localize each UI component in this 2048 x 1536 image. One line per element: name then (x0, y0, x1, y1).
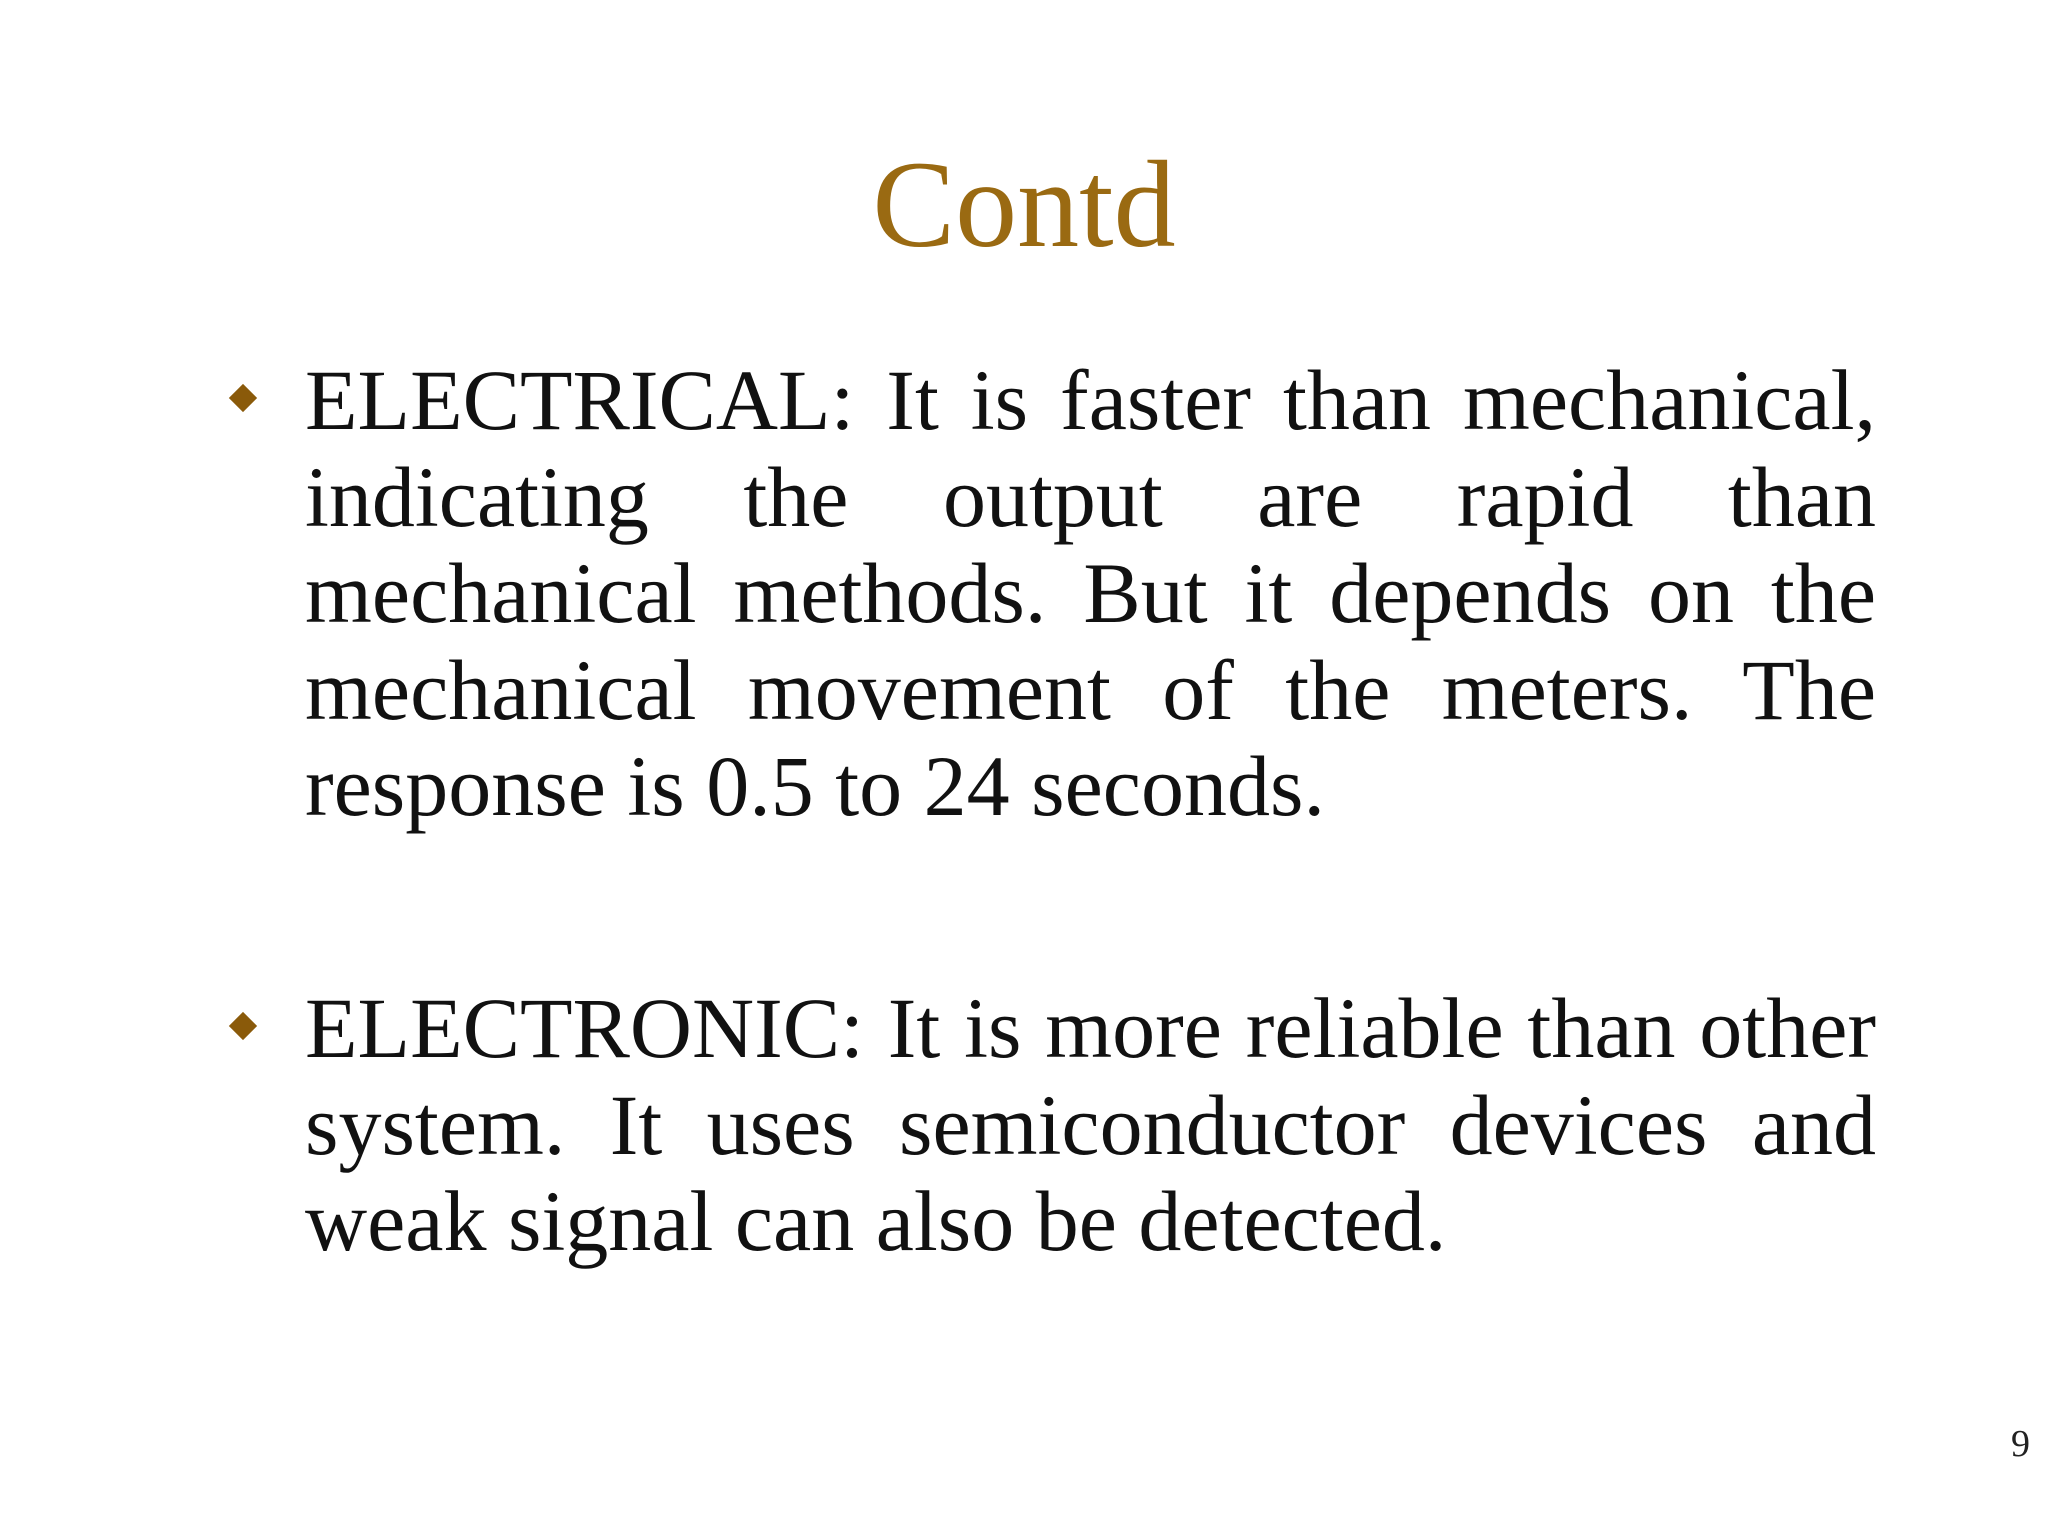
diamond-bullet-icon (229, 1012, 257, 1040)
page-number: 9 (2011, 1423, 2030, 1465)
bullet-item-electronic (305, 980, 1876, 1270)
diamond-bullet-icon (229, 384, 257, 412)
bullet-item-electrical (305, 352, 1876, 835)
bullet-text-electronic: ELECTRONIC: It is more reliable than other system. It uses semiconductor devices and weak signal can also be detected. (305, 980, 1876, 1269)
slide-title: Contd (872, 136, 1176, 273)
bullet-text-electrical: ELECTRICAL: It is faster than mechanical, indicating the output are rapid than mechanical methods. But it depends on the mechanical movement of the meters. The response is 0.5 to 24 seconds. (305, 352, 1876, 834)
